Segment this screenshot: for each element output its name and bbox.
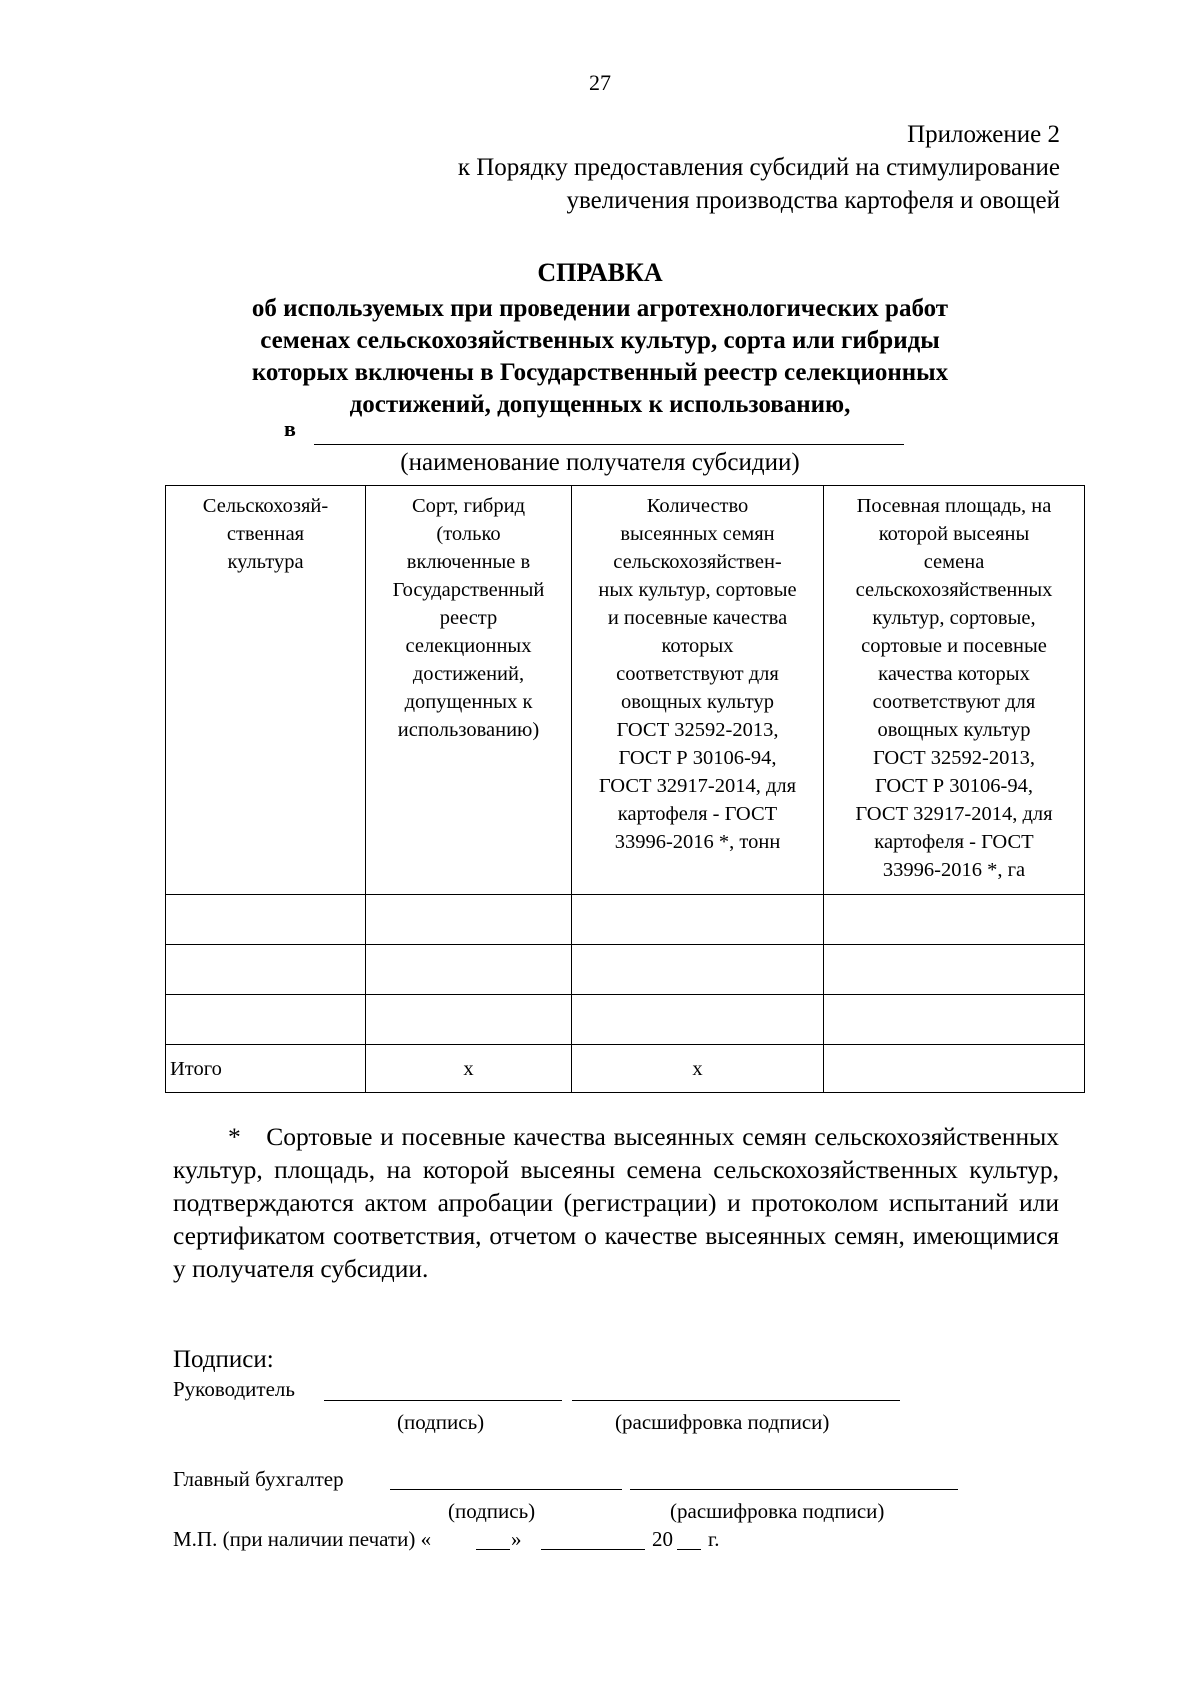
table-total-row	[166, 1045, 1085, 1093]
header-line: и посевные качества	[607, 607, 788, 629]
recipient-prefix: в	[284, 416, 296, 441]
header-line: которых	[661, 635, 734, 657]
total-label: Итого	[166, 1045, 366, 1093]
date-year-prefix: 20	[652, 1527, 673, 1551]
head-signature-caption: (подпись)	[397, 1410, 485, 1434]
header-crop	[166, 486, 366, 895]
header-line: ГОСТ 32592-2013,	[616, 719, 779, 741]
head-signature-line[interactable]	[324, 1400, 562, 1401]
header-line: сельскохозяйственных	[855, 579, 1053, 601]
header-line: соответствуют для	[872, 691, 1036, 713]
header-line: ных культур, сортовые	[598, 579, 797, 601]
header-variety	[366, 486, 572, 895]
accountant-signature-line[interactable]	[390, 1489, 622, 1490]
header-line: ственная	[226, 523, 305, 545]
appendix-line-1: Приложение 2	[907, 121, 1060, 148]
header-line: высеянных семян	[620, 523, 775, 545]
appendix-line-3: увеличения производства картофеля и овощей	[566, 187, 1060, 214]
table-header-row	[166, 486, 1085, 895]
header-line: культура	[227, 551, 304, 573]
subtitle-line: достижений, допущенных к использованию,	[349, 391, 851, 418]
head-decoding-line[interactable]	[572, 1400, 900, 1401]
seal-label: М.П. (при наличии печати) «	[173, 1527, 432, 1551]
header-quantity	[572, 486, 824, 895]
table-cell[interactable]	[166, 995, 366, 1045]
header-line: качества которых	[878, 663, 1030, 685]
header-line: использованию)	[397, 719, 540, 741]
header-line: которой высеяны	[878, 523, 1030, 545]
table-cell[interactable]	[366, 895, 572, 945]
header-line: включенные в	[406, 551, 531, 573]
header-line: овощных культур	[621, 691, 774, 713]
recipient-field	[284, 414, 904, 448]
header-line: Сельскохозяй-	[202, 495, 329, 517]
date-month-line[interactable]	[541, 1549, 645, 1550]
accountant-signature-caption: (подпись)	[448, 1499, 536, 1523]
header-line: (только	[436, 523, 501, 545]
table-row	[166, 895, 1085, 945]
date-day-line[interactable]	[476, 1549, 510, 1550]
header-line: ГОСТ 32917-2014, для	[855, 803, 1053, 825]
table-row	[166, 995, 1085, 1045]
table-cell[interactable]	[824, 945, 1085, 995]
table-cell[interactable]	[824, 895, 1085, 945]
date-year-suffix: г.	[708, 1527, 720, 1551]
table-cell[interactable]	[824, 995, 1085, 1045]
header-line: Количество	[646, 495, 749, 517]
total-area-cell[interactable]	[824, 1045, 1085, 1093]
table-row	[166, 945, 1085, 995]
signatures-heading: Подписи:	[173, 1346, 274, 1373]
header-line: селекционных	[405, 635, 532, 657]
footnote-text: * Сортовые и посевные качества высеянных семян сельскохозяйственных культур, площадь, на которой высеяны семена сельскохозяйственных культур, подтверждаются актом апробации (регистрации) и протоколом испытаний или сертификатом соответствия, отчетом о качестве высеянных семян, имеющимися у получателя субсидии.	[173, 1122, 1059, 1283]
header-line: сельскохозяйствен-	[613, 551, 782, 573]
appendix-line-2: к Порядку предоставления субсидий на стимулирование	[457, 154, 1060, 181]
header-line: Государственный	[392, 579, 545, 601]
table-cell[interactable]	[366, 995, 572, 1045]
table-cell[interactable]	[366, 945, 572, 995]
header-line: ГОСТ Р 30106-94,	[618, 747, 777, 769]
head-decoding-caption: (расшифровка подписи)	[615, 1410, 830, 1434]
recipient-caption: (наименование получателя субсидии)	[400, 449, 800, 476]
subtitle-line: которых включены в Государственный реестр селекционных	[251, 359, 949, 386]
table-cell[interactable]	[572, 895, 824, 945]
header-line: соответствуют для	[616, 663, 779, 685]
header-line: картофеля - ГОСТ	[617, 803, 778, 825]
header-line: овощных культур	[877, 719, 1031, 741]
table-cell[interactable]	[572, 995, 824, 1045]
header-line: допущенных к	[404, 691, 533, 713]
accountant-label: Главный бухгалтер	[173, 1467, 344, 1491]
header-line: Посевная площадь, на	[856, 495, 1052, 517]
table-cell[interactable]	[166, 945, 366, 995]
date-year-line[interactable]	[677, 1549, 701, 1550]
accountant-decoding-line[interactable]	[630, 1489, 958, 1490]
header-line: семена	[923, 551, 985, 573]
header-line: ГОСТ 32917-2014, для	[598, 775, 797, 797]
subtitle-line: об используемых при проведении агротехнологических работ	[251, 295, 949, 322]
header-line: ГОСТ 32592-2013,	[873, 747, 1035, 769]
table-cell[interactable]	[166, 895, 366, 945]
total-variety-cell: x	[366, 1045, 572, 1093]
page-number: 27	[589, 70, 611, 95]
accountant-decoding-caption: (расшифровка подписи)	[670, 1499, 885, 1523]
head-label: Руководитель	[173, 1377, 295, 1401]
header-line: достижений,	[412, 663, 525, 685]
header-line: сортовые и посевные	[861, 635, 1047, 657]
subtitle-line: семенах сельскохозяйственных культур, сорта или гибриды	[260, 327, 940, 354]
header-line: 33996-2016 *, тонн	[614, 831, 781, 853]
footnote	[173, 1120, 1059, 1285]
seeds-table	[165, 485, 1085, 1093]
date-quote-close: »	[511, 1527, 522, 1551]
document-title: СПРАВКА	[537, 258, 663, 287]
header-area	[824, 486, 1085, 895]
table-cell[interactable]	[572, 945, 824, 995]
header-line: картофеля - ГОСТ	[874, 831, 1034, 853]
header-line: ГОСТ Р 30106-94,	[875, 775, 1033, 797]
document-subtitle	[150, 293, 1050, 421]
recipient-blank-line	[314, 444, 904, 445]
total-quantity-cell: x	[572, 1045, 824, 1093]
header-line: Сорт, гибрид	[411, 495, 526, 517]
header-line: 33996-2016 *, га	[882, 859, 1026, 881]
header-line: реестр	[439, 607, 498, 629]
header-line: культур, сортовые,	[872, 607, 1036, 629]
